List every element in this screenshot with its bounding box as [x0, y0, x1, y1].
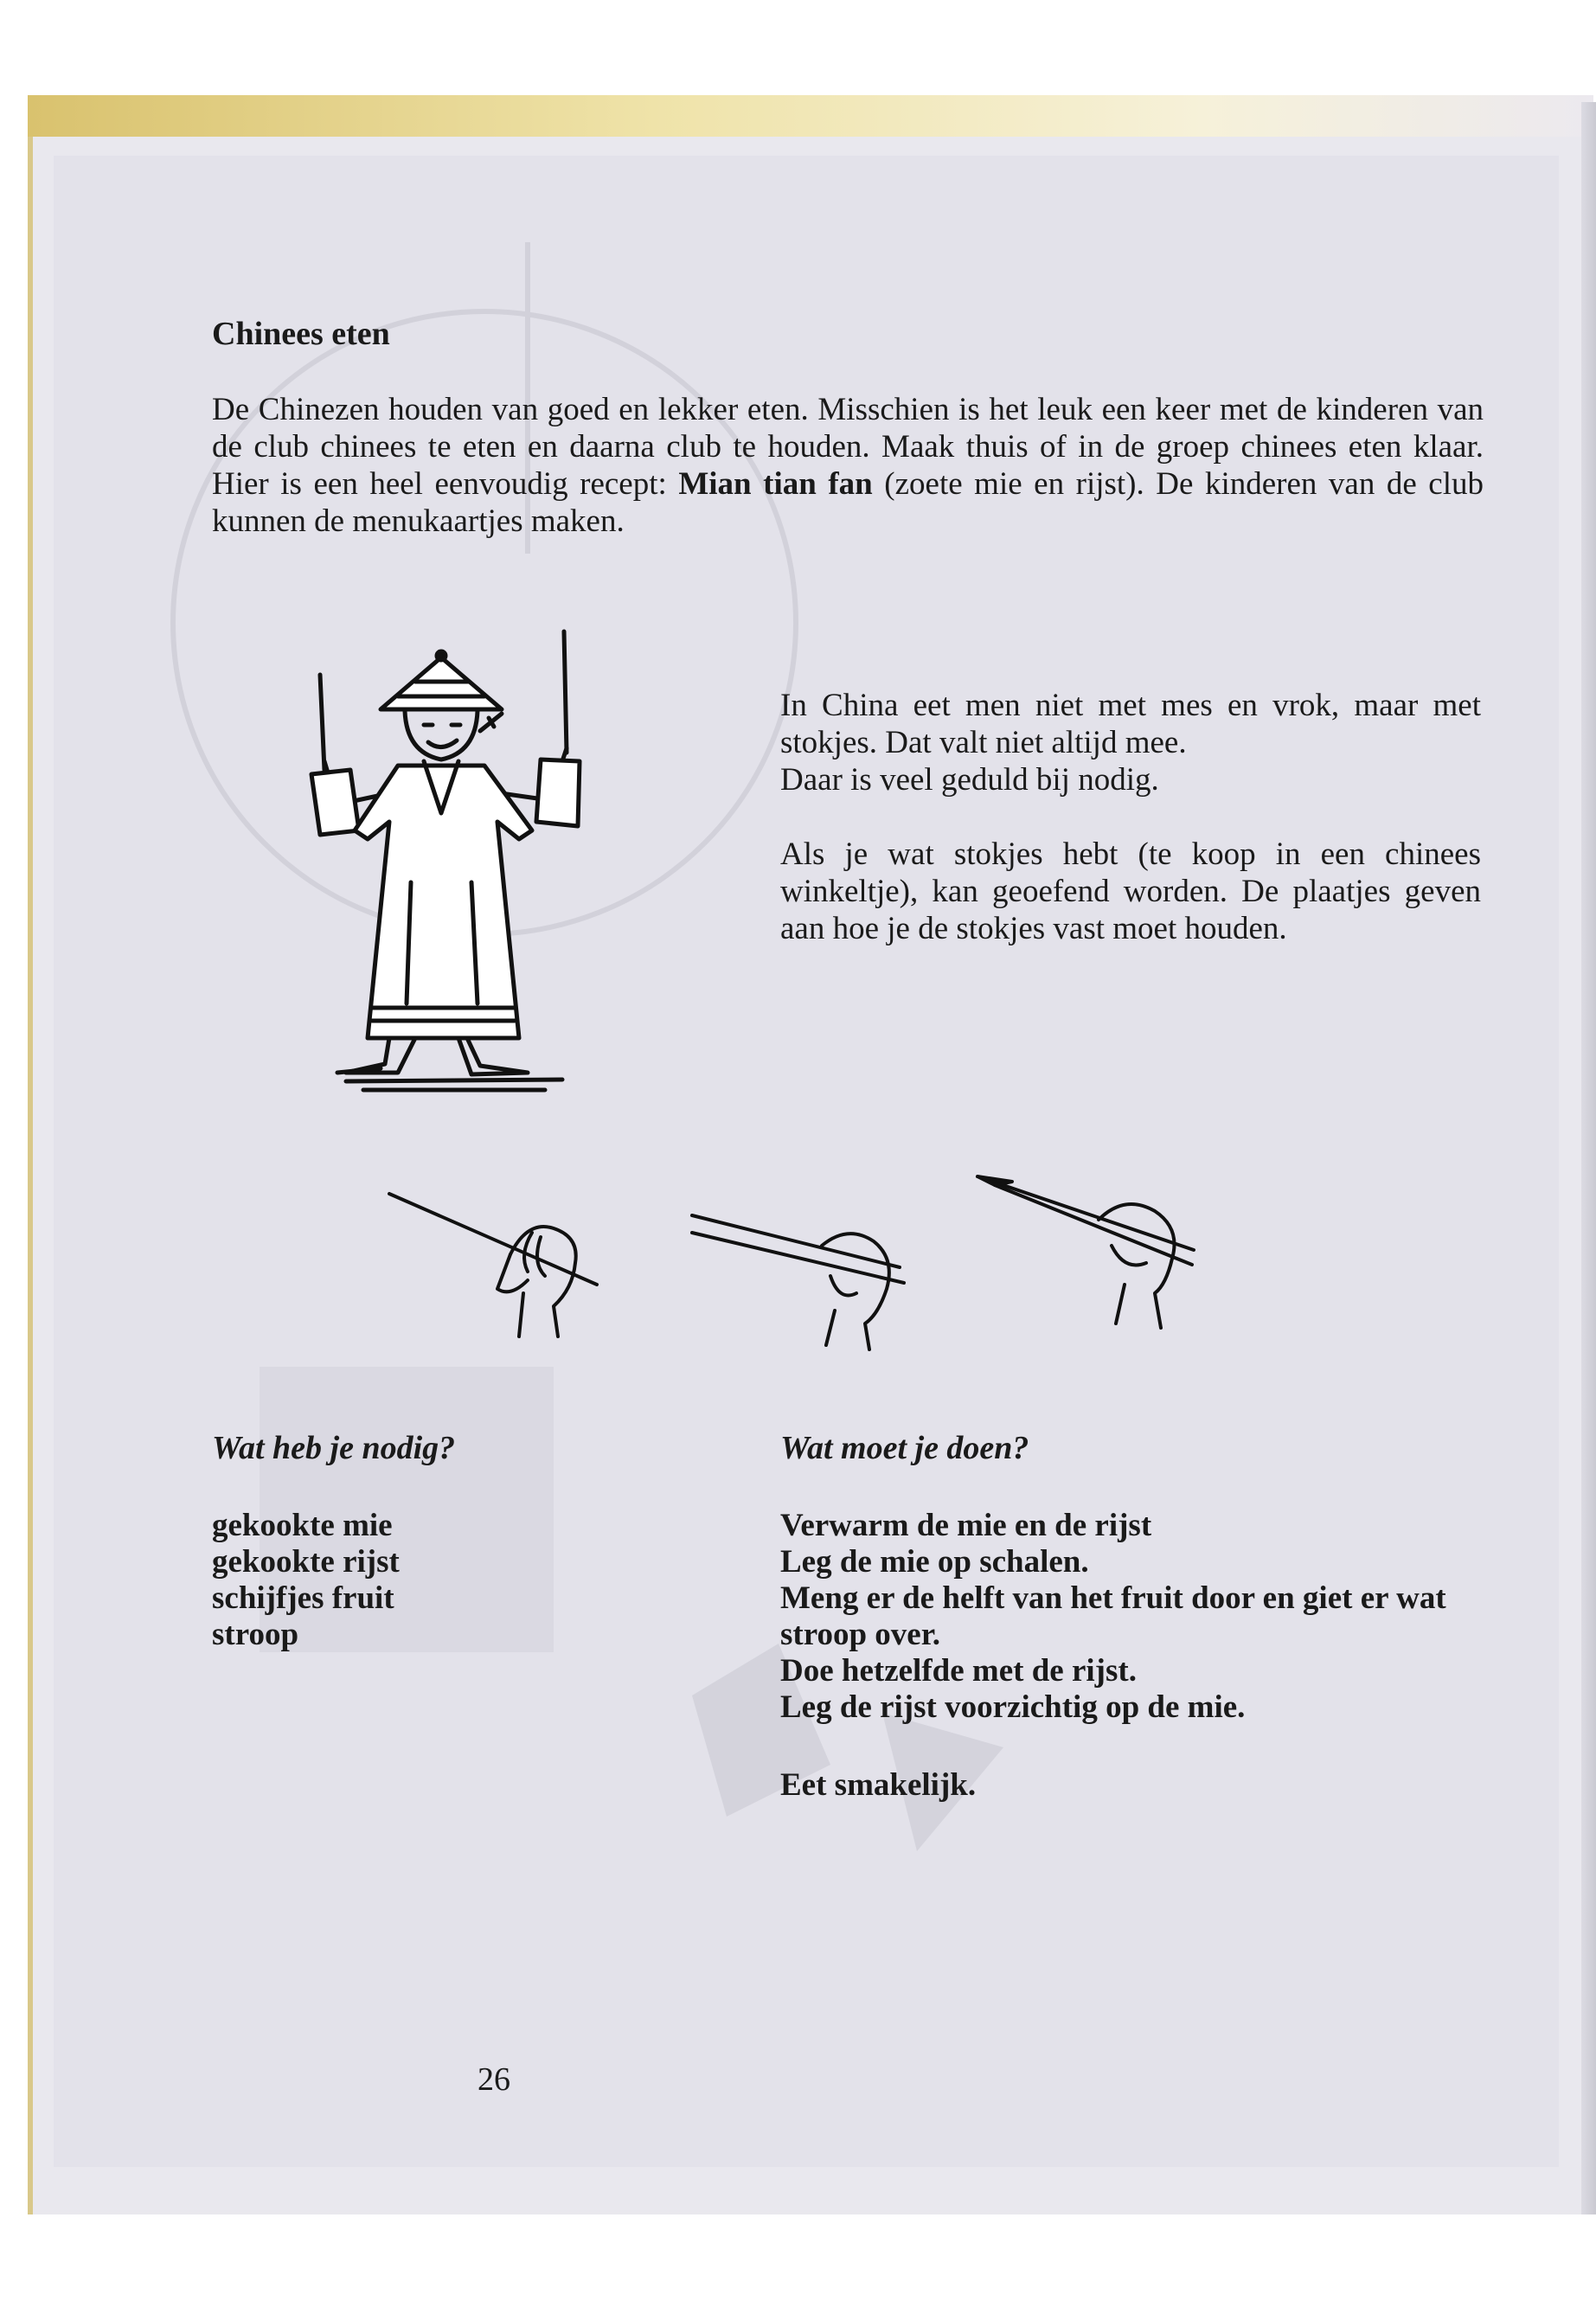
- ingredient-item: gekookte rijst: [212, 1544, 400, 1580]
- ingredient-item: gekookte mie: [212, 1508, 393, 1543]
- step-item: Doe hetzelfde met de rijst.: [780, 1653, 1137, 1689]
- intro-text-before: De Chinezen houden van goed en lekker eten. Misschien is het leuk een keer met de kinderen van de club chinees te eten en daarna club te houden. Maak thuis of in de groep chinees eten klaar. Hier is een heel eenvoudig recept:: [212, 392, 1484, 502]
- intro-text-after: (zoete mie en rijst). De kinderen van de club kunnen de menukaartjes maken.: [212, 466, 1484, 539]
- chopsticks-text-2: Daar is veel geduld bij nodig.: [780, 762, 1159, 798]
- section-heading: Chinees eten: [212, 316, 390, 352]
- chopstick-hand-illustration-2: [683, 1207, 926, 1354]
- page-number: 26: [478, 2061, 510, 2098]
- chopsticks-paragraph-1: [780, 687, 1481, 798]
- step-item: Meng er de helft van het fruit door en giet er wat stroop over.: [780, 1580, 1446, 1652]
- chopsticks-paragraph-2: Als je wat stokjes hebt (te koop in een chinees winkeltje), kan geoefend worden. De plaatjes geven aan hoe je de stokjes vast moet houden.: [780, 836, 1481, 946]
- chopsticks-text-1: In China eet men niet met mes en vrok, maar met stokjes. Dat valt niet altijd mee.: [780, 688, 1481, 760]
- ingredient-item: schijfjes fruit: [212, 1580, 394, 1616]
- ingredients-list: [212, 1508, 644, 1653]
- steps-title: Wat moet je doen?: [780, 1430, 1029, 1466]
- step-item: Leg de rijst voorzichtig op de mie.: [780, 1689, 1246, 1725]
- chopstick-hand-illustration-1: [381, 1185, 640, 1341]
- chinese-man-illustration: [285, 623, 631, 1107]
- step-item: Leg de mie op schalen.: [780, 1544, 1089, 1580]
- step-item: Verwarm de mie en de rijst: [780, 1508, 1152, 1543]
- ingredients-title: Wat heb je nodig?: [212, 1430, 456, 1466]
- closing-text: Eet smakelijk.: [780, 1767, 977, 1803]
- recipe-name: Mian tian fan: [678, 466, 873, 502]
- steps-list: [780, 1508, 1483, 1726]
- ingredient-item: stroop: [212, 1617, 299, 1652]
- chopstick-hand-illustration-3: [969, 1168, 1211, 1332]
- intro-paragraph: [212, 391, 1484, 540]
